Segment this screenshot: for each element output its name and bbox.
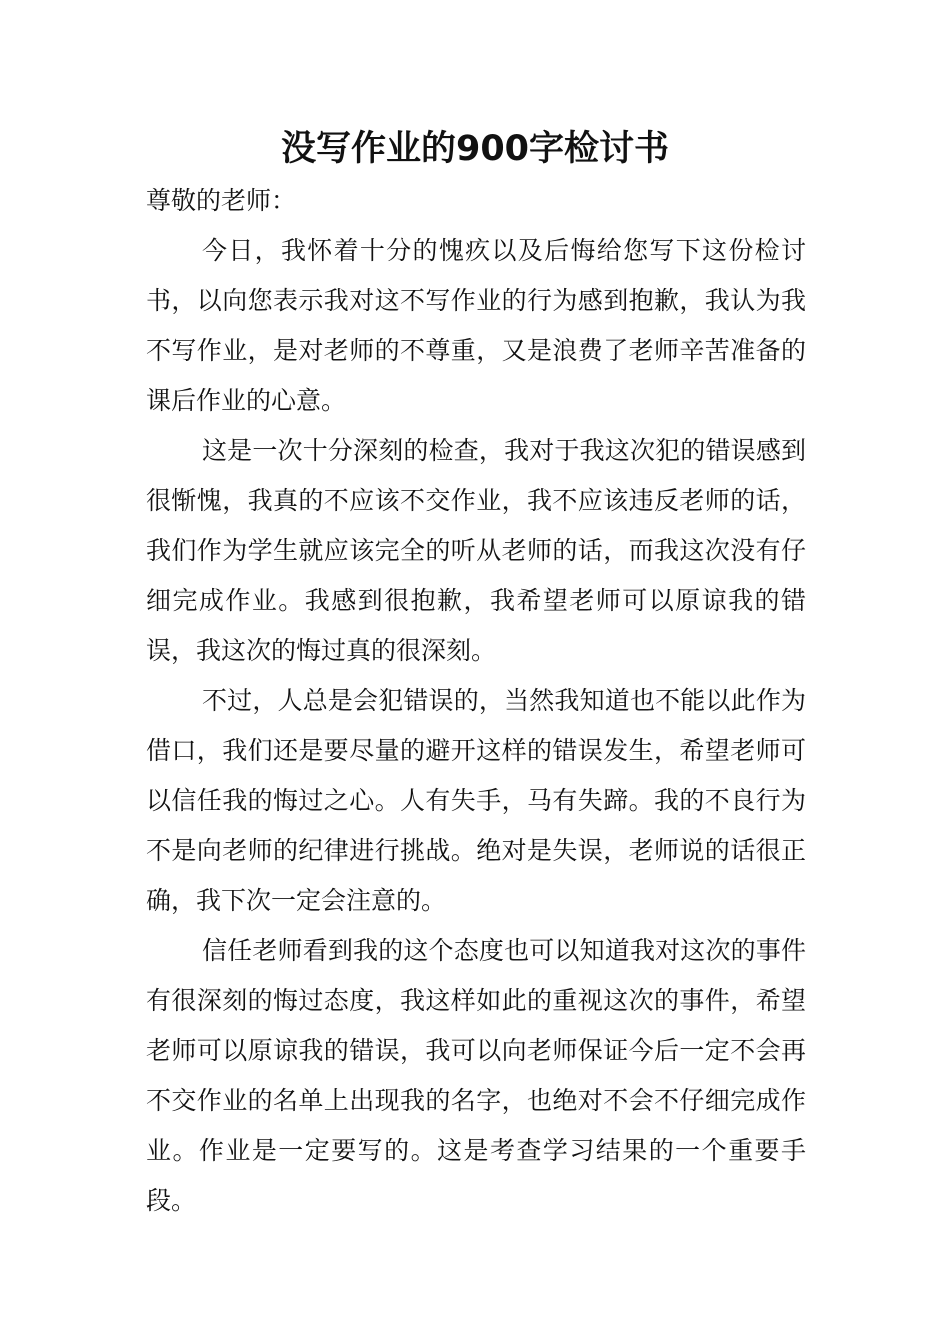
paragraph-4: 信任老师看到我的这个态度也可以知道我对这次的事件有很深刻的悔过态度，我这样如此的重视这次的事件，希望老师可以原谅我的错误，我可以向老师保证今后一定不会再不交作业的名单上出现我的名字，也绝对不会不仔细完成作业。作业是一定要写的。这是考查学习结果的一个重要手段。 [146,936,806,1215]
salutation: 尊敬的老师： [146,186,297,215]
paragraph-3: 不过，人总是会犯错误的，当然我知道也不能以此作为借口，我们还是要尽量的避开这样的错误发生，希望老师可以信任我的悔过之心。人有失手，马有失蹄。我的不良行为不是向老师的纪律进行挑战。绝对是失误，老师说的话很正确，我下次一定会注意的。 [146,686,806,915]
paragraph-2: 这是一次十分深刻的检查，我对于我这次犯的错误感到很惭愧，我真的不应该不交作业，我不应该违反老师的话，我们作为学生就应该完全的听从老师的话，而我这次没有仔细完成作业。我感到很抱歉，我希望老师可以原谅我的错误，我这次的悔过真的很深刻。 [146,436,806,665]
document-title: 没写作业的900字检讨书 [280,129,670,169]
document-body [146,176,806,1226]
paragraph-1: 今日，我怀着十分的愧疚以及后悔给您写下这份检讨书，以向您表示我对这不写作业的行为感到抱歉，我认为我不写作业，是对老师的不尊重，又是浪费了老师辛苦准备的课后作业的心意。 [146,236,806,415]
